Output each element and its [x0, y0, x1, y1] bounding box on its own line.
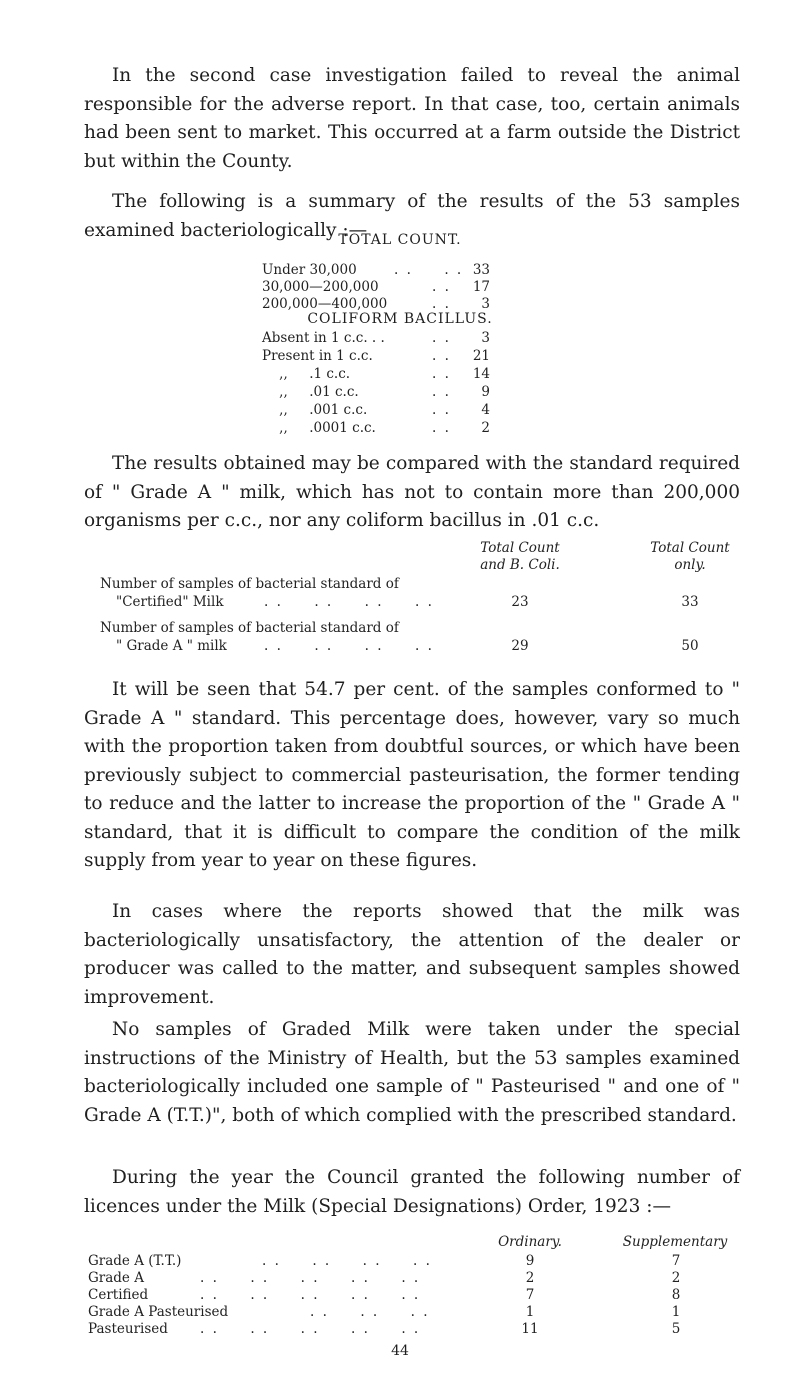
row-value: 2: [481, 420, 490, 436]
row-value: 9: [481, 384, 490, 400]
row-leader: . .: [432, 366, 451, 382]
value-total-count-only: 33: [681, 594, 699, 610]
row-leader: . . . . . . . . . .: [200, 1287, 421, 1303]
row-value: 33: [472, 262, 490, 278]
list-item: [262, 402, 532, 419]
value-supplementary: 7: [671, 1253, 681, 1269]
row-value: 17: [472, 279, 490, 295]
value-supplementary: 1: [671, 1304, 681, 1320]
row-label: ,, .01 c.c.: [262, 384, 359, 400]
value-total-count-only: 50: [681, 638, 699, 654]
list-item: [262, 262, 532, 279]
col-header-ordinary: Ordinary.: [498, 1234, 562, 1250]
value-total-count-bcoli: 23: [511, 594, 529, 610]
paragraph-7: During the year the Council granted the following number of licences under the Milk (Special Designations) Order, 1923 :—: [84, 1167, 740, 1217]
row-leader: . .: [432, 296, 451, 312]
value-supplementary: 2: [671, 1270, 681, 1286]
row-leader: . . . . . . . . . .: [200, 1270, 421, 1286]
row-value: 14: [472, 366, 490, 382]
col-header-total-count-bcoli-2: and B. Coli.: [480, 557, 560, 573]
row-leader: . . . . . . . .: [262, 1253, 432, 1269]
row-label: Pasteurised: [88, 1321, 168, 1337]
value-ordinary: 7: [525, 1287, 535, 1303]
paragraph-4: It will be seen that 54.7 per cent. of the samples conformed to " Grade A " standard. This percentage does, however, vary so much with the proportion taken from doubtful sources, or which have been previously subject to commercial pasteurisation, the former tending to reduce and the latter to increase the proportion of the " Grade A " standard, that it is difficult to compare the condition of the milk supply from year to year on these figures.: [84, 679, 740, 871]
row-label: 200,000—400,000: [262, 296, 388, 312]
page-number: 44: [391, 1343, 409, 1359]
row-leader: . . . . . . . .: [264, 638, 434, 654]
row-leader: . .: [432, 420, 451, 436]
row-label-line1: Number of samples of bacterial standard of: [100, 620, 399, 636]
list-item: [262, 384, 532, 401]
col-header-total-count-only-2: only.: [674, 557, 706, 573]
row-label-line2: " Grade A " milk: [116, 638, 227, 654]
list-item: [262, 330, 532, 347]
row-label: Absent in 1 c.c. . .: [262, 330, 385, 346]
value-ordinary: 2: [525, 1270, 535, 1286]
col-header-total-count-bcoli-1: Total Count: [480, 540, 560, 556]
row-label: ,, .1 c.c.: [262, 366, 351, 382]
paragraph-3: The results obtained may be compared with the standard required of " Grade A " milk, which has not to contain more than 200,000 organisms per c.c., nor any coliform bacillus in .01 c.c.: [84, 453, 740, 531]
row-leader: . . . . . . . .: [264, 594, 434, 610]
value-ordinary: 9: [525, 1253, 535, 1269]
row-label: Grade A (T.T.): [88, 1253, 182, 1269]
row-label: Under 30,000: [262, 262, 357, 278]
row-leader: . .: [432, 279, 451, 295]
row-label: ,, .001 c.c.: [262, 402, 368, 418]
row-leader: . . . .: [394, 262, 464, 278]
paragraph-6: No samples of Graded Milk were taken under the special instructions of the Ministry of Health, but the 53 samples examined bacteriologically included one sample of " Pasteurised " and one of " Grade A (T.T.)", both of which complied with the prescribed standard.: [84, 1019, 740, 1126]
row-label: 30,000—200,000: [262, 279, 379, 295]
row-leader: . . . . . .: [310, 1304, 430, 1320]
paragraph-2: The following is a summary of the results of the 53 samples examined bacteriologically :—: [84, 191, 740, 241]
paragraph-5: In cases where the reports showed that the milk was bacteriologically unsatisfactory, the attention of the dealer or producer was called to the matter, and subsequent samples showed improvement.: [84, 901, 740, 1008]
row-leader: . . . . . . . . . .: [200, 1321, 421, 1337]
col-header-supplementary: Supplementary: [622, 1234, 728, 1250]
row-value: 21: [472, 348, 490, 364]
row-label: Certified: [88, 1287, 149, 1303]
col-header-total-count-only-1: Total Count: [650, 540, 730, 556]
row-leader: . .: [432, 402, 451, 418]
row-leader: . .: [432, 348, 451, 364]
paragraph-1: In the second case investigation failed to reveal the animal responsible for the adverse report. In that case, too, certain animals had been sent to market. This occurred at a farm outside the District but within the County.: [84, 65, 740, 172]
list-item: [262, 348, 532, 365]
row-value: 3: [481, 330, 490, 346]
row-label: Grade A: [88, 1270, 144, 1286]
list-item: [262, 420, 532, 437]
row-label: ,, .0001 c.c.: [262, 420, 376, 436]
row-leader: . .: [432, 384, 451, 400]
row-label: Grade A Pasteurised: [88, 1304, 229, 1320]
list-item: [262, 366, 532, 383]
row-label: Present in 1 c.c.: [262, 348, 373, 364]
value-supplementary: 5: [671, 1321, 681, 1337]
row-value: 3: [481, 296, 490, 312]
list-item: [262, 279, 532, 296]
value-total-count-bcoli: 29: [511, 638, 529, 654]
coliform-heading: COLIFORM BACILLUS.: [307, 311, 493, 327]
value-supplementary: 8: [671, 1287, 681, 1303]
row-leader: . .: [432, 330, 451, 346]
row-label-line1: Number of samples of bacterial standard of: [100, 576, 399, 592]
value-ordinary: 11: [521, 1321, 539, 1337]
row-label-line2: "Certified" Milk: [116, 594, 224, 610]
total-count-heading: TOTAL COUNT.: [338, 232, 462, 248]
value-ordinary: 1: [525, 1304, 535, 1320]
row-value: 4: [481, 402, 490, 418]
